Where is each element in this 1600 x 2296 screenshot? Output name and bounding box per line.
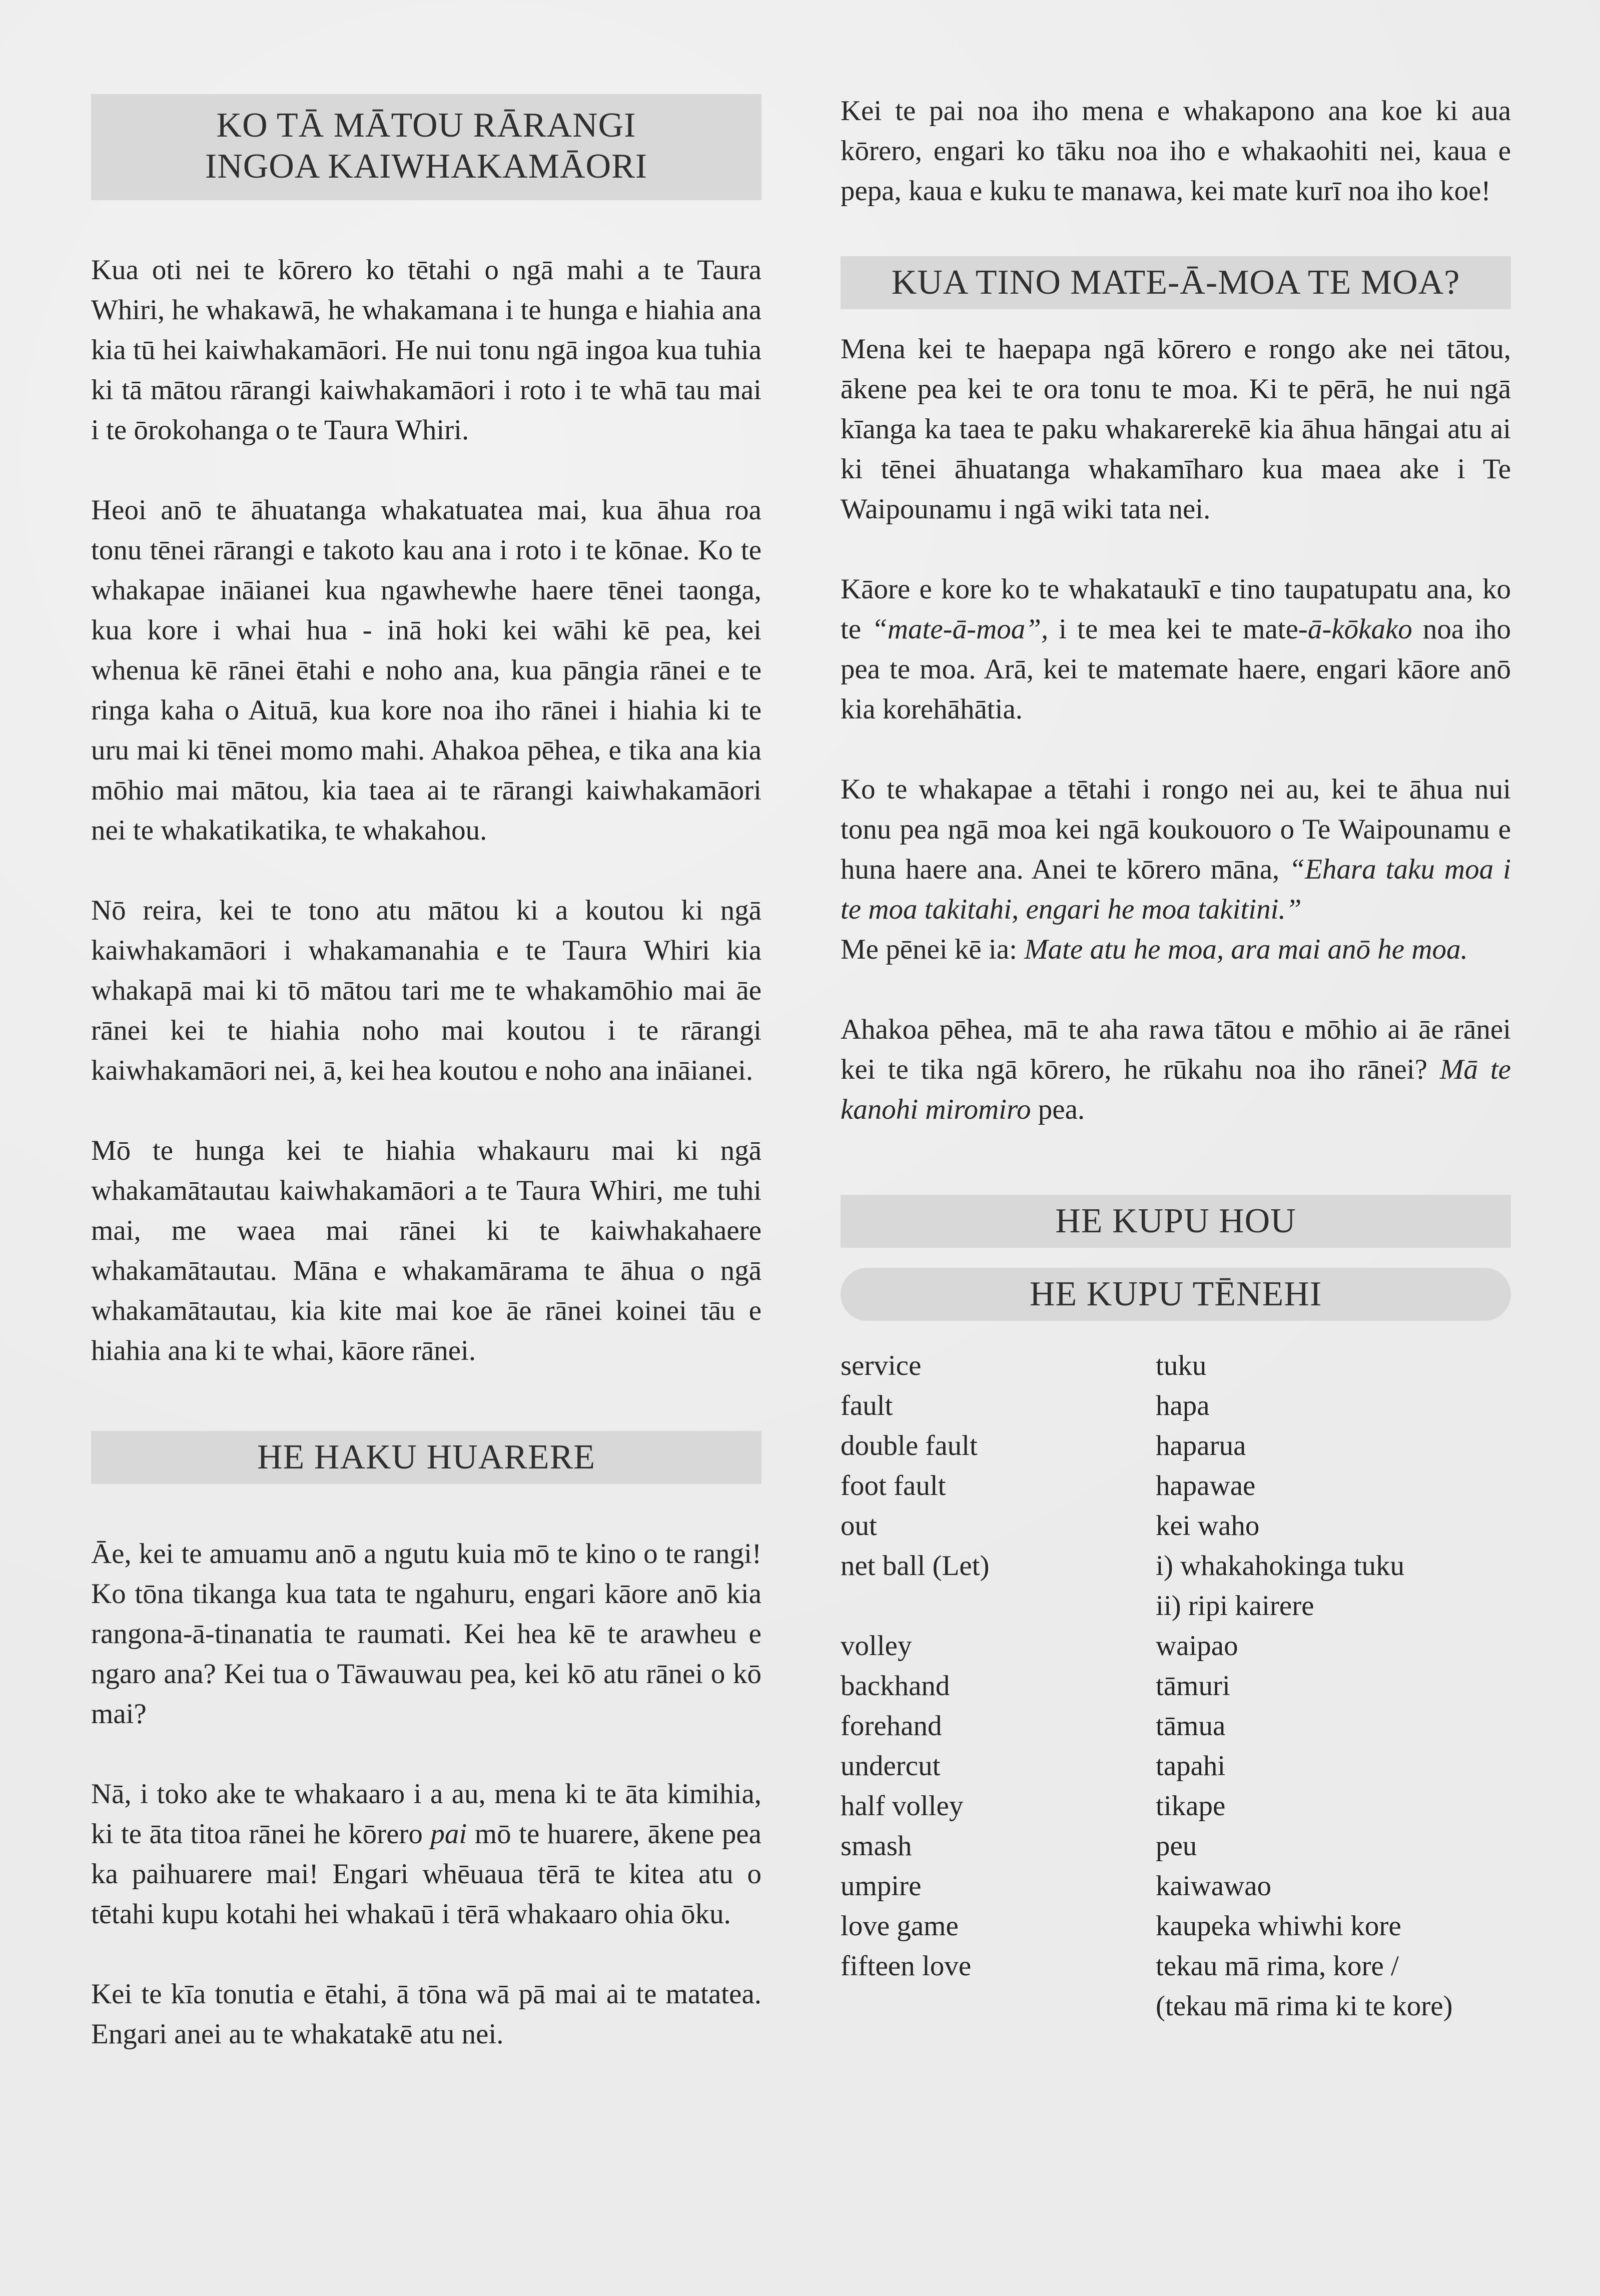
text-run: mō te huarere, ākene pea ka paihuarere mai! Engari whēuaua tērā te kitea atu o tētahi kupu kotahi hei whakaū i tērā whakaaro ohia ōku. [91, 1818, 761, 1930]
italic-text: Mā te kanohi miromiro [841, 1054, 1511, 1125]
vocab-english: love game [841, 1910, 959, 1942]
text-run: noa iho pea te moa. Arā, kei te matemate haere, engari kāore anō kia korehāhātia. [841, 613, 1511, 725]
text-run: Ahakoa pēhea, mā te aha rawa tātou e mōhio ai āe rānei kei te tika ngā kōrero, he rūkahu noa iho rānei? [841, 1014, 1511, 1085]
vocab-english: forehand [841, 1710, 942, 1742]
vocab-maori: ii) ripi kairere [1156, 1590, 1314, 1622]
italic-text: “mate-ā-moa”, [872, 613, 1049, 645]
vocab-maori: tapahi [1156, 1750, 1226, 1782]
vocab-row [841, 1786, 1511, 1826]
italic-text: ā-kōkako [1307, 613, 1412, 645]
vocab-row [841, 1626, 1511, 1666]
text-run: Kāore e kore ko te whakataukī e tino taupatupatu ana, ko te [841, 573, 1511, 645]
section-heading-interpreter-list [91, 94, 761, 200]
vocab-english [841, 1986, 1156, 2026]
text-run: pea. [1031, 1094, 1085, 1125]
paragraph [841, 1010, 1511, 1130]
vocab-maori: waipao [1156, 1630, 1238, 1662]
vocab-list [841, 1346, 1511, 2026]
vocab-row [841, 1666, 1511, 1706]
paragraph: Āe, kei te amuamu anō a ngutu kuia mō te kino o te rangi! Ko tōna tikanga kua tata te ngahuru, engari kāore anō kia rangona-ā-tinanatia te raumati. Kei hea kē te arawheu e ngaro ana? Kei tua o Tāwauwau pea, kei kō atu rānei o kō mai? [91, 1538, 761, 1730]
heading-line: KO TĀ MĀTOU RĀRANGI [216, 106, 636, 145]
italic-text: Mate atu he moa, ara mai anō he moa. [1024, 934, 1468, 965]
paragraph: Kei te pai noa iho mena e whakapono ana koe ki aua kōrero, engari ko tāku noa iho e whakaohiti nei, kaua e pepa, kaua e kuku te manawa, kei mate kurī noa iho koe! [841, 95, 1511, 207]
left-column [91, 94, 761, 2054]
vocab-english [841, 1586, 1156, 1626]
vocab-maori: tekau mā rima, kore / [1156, 1950, 1399, 1982]
text-run: Ko te whakapae a tētahi i rongo nei au, kei te āhua nui tonu pea ngā moa kei ngā koukouoro o Te Waipounamu e huna haere ana. Anei te kōrero māna, [841, 774, 1511, 885]
vocab-english: half volley [841, 1790, 964, 1822]
right-column [841, 91, 1511, 2026]
vocab-english: double fault [841, 1430, 978, 1461]
vocab-row [841, 1706, 1511, 1746]
paragraph: Mena kei te haepapa ngā kōrero e rongo ake nei tātou, ākene pea kei te ora tonu te moa. Ki te pērā, he nui ngā kīanga ka taea te paku whakarerekē kia āhua hāngai atu ai ki tēnei āhuatanga whakamīharo kua maea ake i Te Waipounamu i ngā wiki tata nei. [841, 333, 1511, 525]
vocab-row [841, 1506, 1511, 1546]
vocab-maori: tikape [1156, 1790, 1226, 1822]
paragraph [91, 1774, 761, 1934]
paragraph [841, 930, 1511, 970]
vocab-maori: haparua [1156, 1430, 1246, 1461]
vocab-english: umpire [841, 1870, 922, 1902]
section-heading-weather: HE HAKU HUARERE [91, 1431, 761, 1484]
section-heading-new-words: HE KUPU HOU [841, 1195, 1511, 1248]
vocab-maori: hapawae [1156, 1470, 1256, 1501]
vocab-english: fifteen love [841, 1950, 972, 1982]
vocab-maori: kei waho [1156, 1510, 1260, 1542]
vocab-row [841, 1586, 1511, 1626]
vocab-maori: tāmua [1156, 1710, 1226, 1742]
vocab-row [841, 1466, 1511, 1506]
paragraph [841, 770, 1511, 930]
vocab-english: undercut [841, 1750, 941, 1782]
text-run: Nā, i toko ake te whakaaro i a au, mena ki te āta kimihia, ki te āta titoa rānei he kōrero [91, 1778, 761, 1850]
subheading-tennis-words: HE KUPU TĒNEHI [841, 1268, 1511, 1321]
vocab-row [841, 1866, 1511, 1906]
vocab-english: fault [841, 1390, 893, 1421]
vocab-english: net ball (Let) [841, 1550, 990, 1582]
vocab-english: out [841, 1510, 877, 1542]
paragraph: Kua oti nei te kōrero ko tētahi o ngā mahi a te Taura Whiri, he whakawā, he whakamana i te hunga e hiahia ana kia tū hei kaiwhakamāori. He nui tonu ngā ingoa kua tuhia ki tā mātou rārangi kaiwhakamāori i roto i te whā tau mai i te ōrokohanga o te Taura Whiri. [91, 254, 761, 446]
vocab-english: smash [841, 1830, 912, 1862]
vocab-english: backhand [841, 1670, 950, 1702]
vocab-maori: hapa [1156, 1390, 1210, 1421]
vocab-row [841, 1986, 1511, 2026]
vocab-maori: kaupeka whiwhi kore [1156, 1910, 1401, 1942]
text-run: Me pēnei kē ia: [841, 934, 1025, 965]
vocab-maori: peu [1156, 1830, 1197, 1862]
vocab-row [841, 1346, 1511, 1386]
paragraph: Nō reira, kei te tono atu mātou ki a koutou ki ngā kaiwhakamāori i whakamanahia e te Taura Whiri kia whakapā mai ki tō mātou tari me te whakamōhio mai āe rānei kei te hiahia noho mai koutou i te rārangi kaiwhakamāori nei, ā, kei hea koutou e noho ana ināianei. [91, 895, 761, 1086]
vocab-row [841, 1426, 1511, 1466]
vocab-row [841, 1826, 1511, 1866]
vocab-english: foot fault [841, 1470, 946, 1501]
vocab-row [841, 1906, 1511, 1946]
vocab-maori: i) whakahokinga tuku [1156, 1550, 1405, 1582]
paragraph [841, 569, 1511, 729]
vocab-maori: kaiwawao [1156, 1870, 1272, 1902]
vocab-row [841, 1746, 1511, 1786]
vocab-maori: tāmuri [1156, 1670, 1230, 1702]
paragraph: Mō te hunga kei te hiahia whakauru mai ki ngā whakamātautau kaiwhakamāori a te Taura Whiri, me tuhi mai, me waea mai rānei ki te kaiwhakahaere whakamātautau. Māna e whakamārama te āhua o ngā whakamātautau, kia kite mai koe āe rānei koinei tāu e hiahia ana ki te whai, kāore rānei. [91, 1135, 761, 1366]
text-run: i te mea kei te mate- [1048, 613, 1308, 645]
vocab-maori: tuku [1156, 1350, 1207, 1381]
vocab-row [841, 1546, 1511, 1586]
paragraph: Kei te kīa tonutia e ētahi, ā tōna wā pā mai ai te matatea. Engari anei au te whakatakē atu nei. [91, 1978, 761, 2050]
section-heading-moa: KUA TINO MATE-Ā-MOA TE MOA? [841, 256, 1511, 309]
vocab-maori: (tekau mā rima ki te kore) [1156, 1990, 1453, 2022]
heading-line: INGOA KAIWHAKAMĀORI [205, 147, 648, 186]
vocab-row [841, 1386, 1511, 1426]
italic-text: “Ehara taku moa i te moa takitahi, engari he moa takitini.” [841, 854, 1511, 925]
vocab-english: volley [841, 1630, 912, 1662]
vocab-row [841, 1946, 1511, 1986]
paragraph: Heoi anō te āhuatanga whakatuatea mai, kua āhua roa tonu tēnei rārangi e takoto kau ana i roto i te kōnae. Ko te whakapae ināianei kua ngawhewhe haere tēnei taonga, kua kore i whai hua - inā hoki kei wāhi kē pea, kei whenua kē rānei ētahi e noho ana, kua pāngia rānei e te ringa kaha o Aituā, kua kore noa iho rānei i hiahia ki te uru mai ki tēnei momo mahi. Ahakoa pēhea, e tika ana kia mōhio mai mātou, kia taea ai te rārangi kaiwhakamāori nei te whakatikatika, te whakahou. [91, 494, 761, 846]
vocab-english: service [841, 1350, 922, 1381]
italic-text: pai [430, 1818, 467, 1850]
